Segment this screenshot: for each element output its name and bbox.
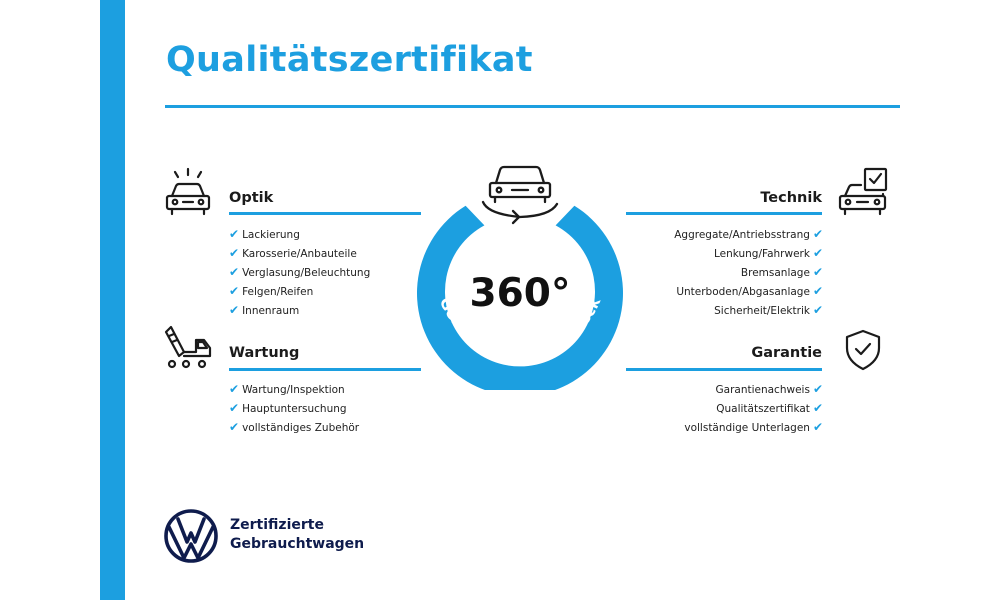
wartung-list bbox=[229, 380, 359, 437]
check-icon: ✔ bbox=[812, 284, 823, 298]
list-item: ✔ Hauptuntersuchung bbox=[229, 401, 347, 415]
list-item: ✔ Innenraum bbox=[229, 303, 300, 317]
car-lights-icon bbox=[162, 166, 214, 218]
garantie-list bbox=[684, 380, 823, 437]
section-heading-optik: Optik bbox=[229, 190, 274, 206]
list-item: ✔ vollständiges Zubehör bbox=[229, 420, 360, 434]
check-icon: ✔ bbox=[812, 246, 823, 260]
list-item: vollständige Unterlagen ✔ bbox=[684, 420, 823, 434]
tow-truck-icon bbox=[162, 322, 214, 372]
left-accent-bar bbox=[100, 0, 125, 600]
check-icon: ✔ bbox=[229, 303, 240, 317]
vw-logo-icon bbox=[163, 508, 219, 568]
check-icon: ✔ bbox=[229, 420, 240, 434]
list-item: Aggregate/Antriebsstrang ✔ bbox=[674, 227, 823, 241]
list-item: Qualitätszertifikat ✔ bbox=[716, 401, 823, 415]
car-checkbox-icon bbox=[837, 166, 891, 218]
shield-check-icon bbox=[843, 328, 883, 372]
check-icon: ✔ bbox=[812, 420, 823, 434]
check-icon: ✔ bbox=[812, 227, 823, 241]
list-item: ✔ Karosserie/Anbauteile bbox=[229, 246, 357, 260]
list-item: Bremsanlage ✔ bbox=[740, 265, 823, 279]
section-heading-wartung: Wartung bbox=[229, 345, 300, 361]
check-icon: ✔ bbox=[229, 227, 240, 241]
brand-label bbox=[230, 516, 364, 554]
list-item: ✔ Wartung/Inspektion bbox=[229, 382, 345, 396]
big-360-text: 360° bbox=[469, 271, 571, 316]
check-icon: ✔ bbox=[229, 246, 240, 260]
section-heading-garantie: Garantie bbox=[751, 345, 822, 361]
brand-line-2: Gebrauchtwagen bbox=[230, 536, 365, 552]
check-icon: ✔ bbox=[229, 382, 240, 396]
check-icon: ✔ bbox=[229, 401, 240, 415]
section-heading-technik: Technik bbox=[760, 190, 822, 206]
check-icon: ✔ bbox=[812, 382, 823, 396]
check-icon: ✔ bbox=[812, 303, 823, 317]
check-icon: ✔ bbox=[229, 284, 240, 298]
wartung-divider bbox=[229, 368, 421, 371]
check-icon: ✔ bbox=[812, 265, 823, 279]
check-icon: ✔ bbox=[229, 265, 240, 279]
title-underline bbox=[165, 105, 900, 108]
check-360-badge bbox=[400, 150, 640, 390]
list-item: ✔ Verglasung/Beleuchtung bbox=[229, 265, 371, 279]
optik-list bbox=[229, 225, 370, 320]
technik-list bbox=[674, 225, 823, 320]
check-icon: ✔ bbox=[812, 401, 823, 415]
car-rotation-icon bbox=[483, 167, 557, 223]
list-item: Unterboden/Abgasanlage ✔ bbox=[676, 284, 823, 298]
ring-label: Gebrauchtwagen-Check bbox=[435, 294, 605, 361]
list-item: Lenkung/Fahrwerk ✔ bbox=[713, 246, 823, 260]
list-item: ✔ Felgen/Reifen bbox=[229, 284, 314, 298]
technik-divider bbox=[626, 212, 822, 215]
page-title: Qualitätszertifikat bbox=[166, 40, 533, 80]
garantie-divider bbox=[626, 368, 822, 371]
list-item: Sicherheit/Elektrik ✔ bbox=[714, 303, 823, 317]
optik-divider bbox=[229, 212, 421, 215]
list-item: Garantienachweis ✔ bbox=[715, 382, 823, 396]
brand-line-1: Zertifizierte bbox=[230, 517, 324, 533]
list-item: ✔ Lackierung bbox=[229, 227, 300, 241]
